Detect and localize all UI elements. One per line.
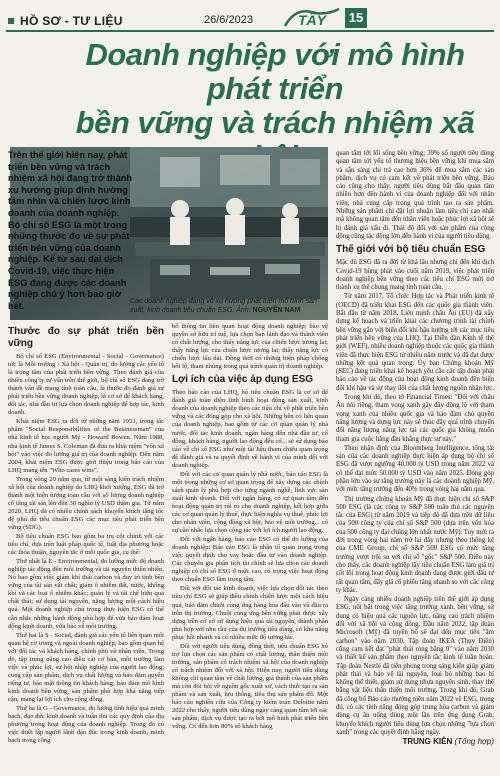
author-signature [336, 738, 494, 746]
paragraph: Trong khi đó, theo tờ Financial Times: "Đối với châu Âu nói riêng, tham vọng xanh gây đầy động lộ với tham vọng xanh của nhiều quốc gia và bảo đảm chủ quyền năng lượng và dựng lực này sẽ thúc đẩy quá trình chuyển đổi năng lượng năng lực tại các quốc gia không muốn tham gia cuộc hàng đầu khẳng thực sự này." [336, 394, 494, 443]
subheading-world-esg: Thế giới với bộ tiêu chuẩn ESG [336, 244, 486, 256]
headline-line-1: Doanh nghiệp với mô hình phát triển [85, 37, 465, 106]
paragraph: Từ năm 2017, Tổ chức Hợp tác và Phát triển kinh tế (OECD) đã triển khai ESG đến các quốc gia thành viên. Bắt đầu từ năm 2018, Liên minh châu Âu (EU) đã xây dựng kế hoạch và triển khai các chương trình tài chính bền vững gắn với biến đổi khí hậu hướng tới các mục tiêu phát triển bền vững của LHQ. Tại Diễn đàn Kinh tế thế giới (WEF), nhiều doanh nghiệp thuộc các quốc gia thành viên đã thực hiện ESG từ nhiều năm trước và đã đạt được những kết quả quan trọng. Ủy ban Chứng khoán Mỹ (SEC) đang triển khai kế hoạch yêu cầu các tập đoàn phải báo cáo về tác động của hoạt động kinh doanh đến biến đổi khí hậu và sự thay đổi của chất lượng nguồn nhân lực. [336, 293, 494, 392]
paragraph: Thứ nhất là E - Environmental, đo lường mức độ doanh nghiệp tác động đến môi trường và tài nguyên thiên nhiên. Nó bao gồm việc giảm khí thải carbon và duy trì tính bền vững của tài sản vật chất; giảm ô nhiễm đất, nước, không khí và các loại ô nhiễm khác; quản lý và tái chế hiệu quả chất thải; sử dụng tài nguyên, năng lượng một cách hiệu quả. Một doanh nghiệp chú trọng thực hiện ESG có thể cần nhắc những hành động phù hợp để vừa bảo đảm hoạt động kinh doanh, vừa bảo vệ môi trường. [8, 558, 164, 630]
paragraph: Khái niệm ESG ra đời từ những năm 1953, trong tác phẩm "Social Responsibilities of the Businessman" của nhà kinh tế học người Mỹ - Howard Bowen. Năm 1988, nhà kinh tế James S. Coleman đã đưa ra khái niệm "vốn xã hội" vào việc đo lường giá trị của doanh nghiệp. Đến năm 2004, khái niệm ESG được giới thiệu trong báo cáo của LHQ mang tên "Who cares wins". [8, 418, 164, 474]
paragraph: Trong vòng 20 năm qua, từ một sáng kiến trách nhiệm xã hội của doanh nghiệp do LHQ khởi xướng, ESG đã trở thành một hiện tượng toàn cầu với số lượng doanh nghiệp cố tăng tài sản lên đến 30 nghìn tỷ USD thậm gia. Từ năm 2020, LHQ đã có nhiều chính sách khuyến khích tăng tốc để phủ đủ tiêu chuẩn ESG các mục tiêu phát triển bền vững (SDG). [8, 475, 164, 531]
lead-paragraph: Trên thế giới hiện nay, phát triển bền vững và trách nhiệm xã hội đang trở thành xu hướng giúp định hướng tầm nhìn và chiến lược kinh doanh của doanh nghiệp. Bộ chỉ số ESG là một trong những thước đo về sự phát triển bền vững của doanh nghiệp. Kể từ sau đại dịch Covid-19, việc thực hiện ESG đang được các doanh nghiệp chú ý hơn bao giờ hết. [8, 150, 132, 311]
page-number: 15 [345, 8, 367, 28]
paragraph: Đối với người tiêu dùng, đồng thời, tiêu chuẩn ESG hỗ trợ lựa chọn các sản phẩm có chất lượng, thân thiện môi trường, sản phẩm có trách nhiệm xã hội của doanh nghiệp có trách nhiệm đối với xã hội. Hiện nay, người tiêu dùng không chỉ quan tâm về chất lượng, giá thành của sản phẩm mà còn đòi hỏi về nguồn gốc xuất xứ, cách thức tạo ra sản phẩm và sản xuất, lưu thông, tiêu thụ sản phẩm đó. Một báo cáo nghiên cứu của Công ty kiểm toán Deloitte năm 2022 cho thấy, người tiêu dùng ngày càng quan tâm tới các sản phẩm, dịch vụ được tạo ra bởi mô hình phát triển bền vững. Có đến hơn 80% số khách hàng [172, 642, 328, 731]
paragraph: bố thông tin liên quan hoạt động doanh nghiệp; bảo vệ quyền sở hữu trí tuệ, lựa chọn ban lãnh đạo và thành viên có chất lượng, cho thấy năng lực của chiến lược tương lai; thấy năng lực của chiến lược tương lai; thấy năng lực có chiến lược lâu dài. Đồng thời có những biện pháp chống hối lộ, tham nhũng trong quá trình quản trị doanh nghiệp. [172, 323, 328, 371]
article-column-3 [336, 150, 494, 746]
author-note: (Tổng hợp) [454, 737, 494, 747]
paragraph: Thứ ba là G - Governance, đo lường tính hiệu quả minh bạch, đạo đức kinh doanh và tuân thủ các quy định của địa phương trong hoạt động của doanh nghiệp. Trong đó có việc thiết lập người lãnh đạo đúc trong kinh doanh; minh bạch trong công [8, 705, 164, 745]
section-title: HỒ SƠ - TƯ LIỆU [20, 14, 123, 28]
paragraph: Thứ hai là S - Social, đánh giá các yếu tố liên quan mối quan hệ cơ trong và ngoài doanh nghiệp, bao gồm quan hệ với đối tác và khách hàng, chính phủ và nhân viên. Trong đó, tập trung nâng cao điều cải cơ bản, môi trường làm việc và phúc lợi, sự hội nhập nghiệp của người lao động; cung cấp sản phẩm, dịch vụ chất lượng và bảo đảm quyền riêng tư, bảo mật thông tin khách hàng; bảo đảm mô hình kinh doanh bền vững, sản phẩm phù hợp khả năng tiếp cận, mang lại lợi ích cho cộng đồng. [8, 631, 164, 703]
paragraph: Đối với đối tác kinh doanh, việc lựa chọn đối tác theo tiêu chí ESG sẽ giúp điều chỉnh chiến lược một cách hiệu quả, bảo đảm chuỗi cung ứng hàng hóa đầu vào và đầu ra trên thị trường. Chuỗi cung ứng bền vững phải được xây dựng trên cơ sở sử dụng hiệu quả tài nguyên, thành phần phù hợp với nhu cầu của thị trường tiêu dùng, có khả năng phục hồi nhanh và có nhiều mức độ tương tác. [172, 585, 328, 641]
paragraph: Đối với các cơ quan quản lý nhà nước, báo cáo ESG là một trong những cơ sở quan trọng để xây dựng các chính sách quản lý phù hợp cho từng ngành nghề, lĩnh vực sản xuất kinh doanh. Đối với ngân hàng, có sự quan tâm đến hoạt động quản trị rủi ro cho doanh nghiệp, kết hợp giữa các cơ quan quản lý thuế, thực hiện nghĩa vụ thuế, phúc lợi cho nhân viên, cộng đồng xã hội, bảo vệ môi trường... có sự cần nhắc lựa chọn cộng tác với lợi ích người lao động. [172, 470, 328, 535]
section-marker [8, 18, 14, 24]
caption-credit-prefix: Ảnh: [236, 307, 253, 314]
newspaper-logo [281, 6, 343, 30]
paragraph: Thị trường chứng khoán Mỹ đã thực hiện chỉ số S&P 500 ESG (là các công ty S&P 500 tuân thủ các nguyên tắc của ESG) từ năm 2019 và tiếp đó đã dựa trên dữ liệu của 500 công ty của chỉ số S&P 500 (dựa trên vốn hóa của 500 công ty đại chúng lớn nhất nước Mỹ). Tuy mới ra đời trong vòng hai năm trở lại đây nhưng theo thống kê của CME Group, chỉ số S&P 500 ESG có mức tăng trưởng vượt trội so với chỉ số "gốc" S&P 500. Điều này cho thấy, các doanh nghiệp lấy tiêu chuẩn ESG làm giá trị cốt lõi trong hoạt động kinh doanh đang được giới đầu tư rất quan tâm, đẩy giá cổ phiếu tăng nhanh so với các công ty khác. [336, 495, 494, 594]
page-header [6, 4, 494, 32]
article-column-2 [172, 323, 328, 732]
article-column-1 [8, 323, 164, 746]
paragraph: Ngày càng nhiều doanh nghiệp trên thế giới áp dụng ESG, nổi bật trong việc tăng trưởng xanh, bền vững, sử dụng có hiệu quả các nguồn lực, nâng cao trách nhiệm đối với xã hội và cộng đồng. Đầu năm 2022, tập đoàn Microsoft (Mỹ) đã tuyên bố sẽ đạt đến mục tiêu "âm carbon" vào năm 2030. Tập đoàn IKEA (Thụy Điển) cũng cam kết đạt "phát thải ròng bằng 0" vào năm 2030 và thiết kế sản phẩm theo nguyên tắc kinh tế tuần hoàn. Tập đoàn Nestlé đã tiến phong trong sáng kiến giúp giảm phát thải và bảo vệ tài nguyên, loại bỏ những bao bì không thể thiết, giảm sử dụng nhựa nguyên sinh, thay thế bằng vật liệu thân thiện môi trường. Trong khi đó, Grab đã công bố Báo cáo thường niên năm 2022 về ESG, trong đó, có các tính năng đóng góp trung hòa carbon và giảm dùng cụ ăn uống dùng một lần trên ứng dụng Grab, khuyến khích người tiêu dùng lựa chọn những "lựa chọn xanh" trong các quyết định hằng ngày. [336, 596, 494, 736]
paragraph: Bộ chỉ số ESG (Environmental - Social - Governance) tức là Môi trường - Xã hội - Quản trị, đo lường các yếu tố là trọng tâm của phát triển bền vững. Theo đánh giá của nhiều công ty tư vấn trên thế giới, bộ chỉ số ESG đang trở thành vấn đề mang tính toàn cầu, là thước đo đánh giá sự phát triển bền vững doanh nghiệp, là cơ sở để khách hàng, đối tác, nhà đầu tư lựa chọn doanh nghiệp để hợp tác, kinh doanh. [8, 353, 164, 417]
headline-line-2: bền vững và trách nhiệm xã [75, 105, 475, 140]
paragraph: Mặc dù ESG đã ra đời từ khá lâu nhưng chỉ đến khi dịch Covid-19 bùng phát vào cuối năm 2019, việc phát triển doanh nghiệp bền vững theo các tiêu chí ESG mới trở thành xu thế chung mang tính toàn cầu. [336, 259, 494, 292]
caption-text: Các doanh nghiệp đang vô xu hướng phát triển mô hình sản xuất, kinh doanh tiêu chuẩn ESG. [130, 298, 317, 314]
author-name: TRUNG KIÊN [402, 737, 453, 747]
paragraph: Theo báo cáo của LHQ, bộ tiêu chuẩn ESG là cơ sở để đánh giá toàn diện tình hình hoạt động sản xuất, kinh doanh của doanh nghiệp theo các tiêu chí về phát triển bền vững và các đóng góp cho xã hội. Những bên có liên quan của doanh nghiệp, bao gồm từ các cơ quan quản lý nhà nước, đối tác kinh doanh, ngân hàng đến nhà đầu tư, cổ đông, khách hàng, người lao động đều có... sẽ sử dụng báo cáo về chỉ số ESG như một tài liệu tham chiếu quan trọng để đánh giá và ra quyết định về hành vi của mình đối với doanh nghiệp. [172, 389, 328, 469]
paragraph: Bộ tiêu chuẩn ESG bao gồm ba trụ cột chính với các tiêu chí, dựa trên luật pháp quốc tế, luật địa phương hoặc các thỏa thuận, nguyên tắc ở mỗi quốc gia, cụ thể: [8, 533, 164, 557]
photo-caption [130, 297, 328, 315]
caption-credit: NGUYÊN NAM [252, 307, 301, 314]
logo-text: TÂY [298, 12, 326, 28]
paragraph: Theo nhận định của Bloomberg Intelligence, tổng tài sản của các doanh nghiệp thực hiện áp dụng bộ chỉ số ESG đã vượt ngưỡng 40.000 tỷ USD trong năm 2022 và có thể đạt mức 50.000 tỷ USD vào năm 2025. Đóng góp phần lớn vào sự tăng trưởng này là các doanh nghiệp Mỹ, với mức tăng trưởng đến 40% trong vòng hai năm qua. [336, 444, 494, 494]
subheading-esg-benefits: Lợi ích của việc áp dụng ESG [172, 374, 314, 386]
paragraph: quan tâm tới lối sống bền vững; 39% số người tiêu dùng quan tâm tới yếu tố thương hiệu bền vững khi mua sắm và sẵn sàng chi trả cao hơn 36% để mua sắm các sản phẩm, dịch vụ có cam kết về phát triển bền vững. Báo cáo cũng cho thấy, người tiêu dùng bắt đầu quan tâm nhiều hơn đến hành vi của doanh nghiệp đối với nhân viên, nhà cung cấp trong quá trình tạo ra sản phẩm. Những sản phẩm chỉ đặt lợi nhuận làm tiêu chí cao nhất mà không quan tâm đến nhân viên hoặc phúc lợi xã hội sẽ bị đánh giá xấu đi. Thái độ đối với sản phẩm của cộng đồng cũng tác động lớn đến hành vi của người tiêu dùng. [336, 150, 494, 240]
subheading-esg-measure: Thước đo sự phát triển bền vững [8, 326, 164, 349]
paragraph: Đối với ngân hàng, báo cáo ESG có thể đo lường của doanh nghiệp: Báo cáo ESG là nhân tố quan trọng trong việc quyết định cho vay hoặc đầu tư vào doanh nghiệp. Các chuyên gia phân tích tài chính sẽ lựa chọn các doanh nghiệp có chỉ số ESG ở mức cao, có trọng việc hoạt động theo chuẩn ESG làm trung tâm. [172, 536, 328, 584]
issue-date: 26/6/2023 [204, 14, 253, 26]
